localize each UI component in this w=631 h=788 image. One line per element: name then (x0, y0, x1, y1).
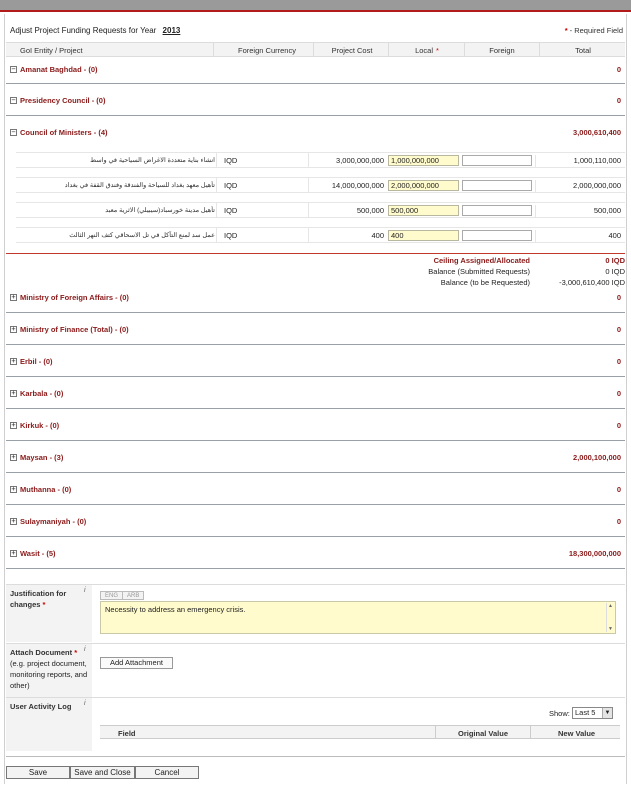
group-total: 18,300,000,000 (568, 549, 621, 558)
submitted-balance-label: Balance (Submitted Requests) (428, 267, 530, 276)
project-name: عمل سد لمنع التآكل في تل الاسحاقي كتف النهر الثالث (69, 232, 215, 239)
show-label: Show: (549, 709, 570, 718)
requested-balance-label: Balance (to be Requested) (440, 278, 530, 287)
group-erbil[interactable] (6, 356, 625, 370)
project-name: تأهيل معهد بغداد للسياحة والفندقة وفندق القفة في بغداد (64, 182, 215, 189)
table-header (6, 42, 625, 57)
group-name[interactable]: Wasit - (5) (20, 549, 56, 558)
summary-divider (6, 253, 625, 254)
group-name[interactable]: Kirkuk - (0) (20, 421, 60, 430)
group-total: 2,000,100,000 (573, 453, 621, 462)
attach-label (6, 644, 92, 697)
show-count-value: Last 5 (575, 708, 596, 717)
activity-label-text: User Activity Log (10, 702, 72, 711)
group-total: 0 (616, 65, 621, 74)
group-wasit[interactable] (6, 548, 625, 562)
project-name: انشاء بناية متعددة الاغراض السياحية في واسط (90, 157, 215, 164)
project-row (16, 177, 625, 193)
group-divider (6, 440, 625, 441)
justification-star: * (42, 600, 46, 609)
local-amount-input[interactable]: 1,000,000,000 (388, 155, 459, 166)
ceiling-value: 0 IQD (605, 256, 625, 265)
group-divider (6, 344, 625, 345)
col-divider (464, 43, 465, 57)
group-amanat-baghdad[interactable] (6, 64, 625, 78)
project-total: 500,000 (535, 205, 623, 217)
group-divider (6, 312, 625, 313)
col-divider (530, 726, 531, 738)
project-currency: IQD (224, 156, 238, 165)
show-count-select[interactable] (572, 707, 613, 719)
row-divider (308, 153, 309, 167)
project-row (16, 202, 625, 218)
row-divider (308, 203, 309, 217)
attach-star: * (74, 648, 78, 657)
justification-text: Necessity to address an emergency crisis. (105, 605, 246, 614)
group-divider (6, 504, 625, 505)
group-divider (6, 536, 625, 537)
group-divider (6, 568, 625, 569)
activity-log-section (6, 697, 625, 751)
col-divider (435, 726, 436, 738)
group-council-of-ministers[interactable] (6, 127, 625, 141)
project-total: 1,000,110,000 (535, 155, 623, 167)
project-total: 400 (535, 230, 623, 242)
col-project-cost: Project Cost (331, 46, 373, 55)
local-amount-input[interactable]: 400 (388, 230, 459, 241)
expand-icon[interactable]: + (11, 517, 16, 525)
project-total: 2,000,000,000 (535, 180, 623, 192)
attach-document-section (6, 643, 625, 697)
group-name[interactable]: Muthanna - (0) (20, 485, 72, 494)
group-divider (6, 83, 625, 84)
tab-arb[interactable]: ARB (122, 591, 144, 600)
expand-icon[interactable]: + (11, 549, 16, 557)
info-icon[interactable]: i (84, 700, 86, 707)
expand-icon[interactable]: + (11, 325, 16, 333)
foreign-amount-input[interactable] (462, 155, 532, 166)
group-total: 0 (616, 517, 621, 526)
group-total: 0 (616, 421, 621, 430)
group-name[interactable]: Sulaymaniyah - (0) (20, 517, 87, 526)
group-name[interactable]: Amanat Baghdad - (0) (20, 65, 98, 74)
group-total: 0 (616, 389, 621, 398)
project-currency: IQD (224, 231, 238, 240)
project-currency: IQD (224, 206, 238, 215)
log-col-new: New Value (558, 729, 596, 738)
tab-eng[interactable]: ENG (100, 591, 123, 600)
foreign-amount-input[interactable] (462, 205, 532, 216)
group-presidency-council[interactable] (6, 95, 625, 109)
group-divider (6, 472, 625, 473)
col-divider (539, 43, 540, 57)
project-cost: 500,000 (356, 206, 384, 215)
group-divider (6, 376, 625, 377)
col-divider (213, 43, 214, 57)
info-icon[interactable]: i (84, 646, 86, 653)
expand-icon[interactable]: + (11, 357, 16, 365)
col-foreign: Foreign (489, 46, 515, 55)
col-local (390, 46, 464, 55)
collapse-icon[interactable]: − (11, 65, 16, 73)
attach-label-text: Attach Document (10, 648, 73, 657)
save-and-close-button[interactable]: Save and Close (70, 766, 135, 779)
cancel-button[interactable]: Cancel (135, 766, 199, 779)
info-icon[interactable]: i (84, 587, 86, 594)
project-cost: 14,000,000,000 (331, 181, 384, 190)
footer-divider (6, 756, 625, 757)
expand-icon[interactable]: + (11, 485, 16, 493)
group-total: 0 (616, 485, 621, 494)
activity-label (6, 698, 92, 751)
group-total: 0 (616, 96, 621, 105)
project-currency: IQD (224, 181, 238, 190)
group-total: 0 (616, 325, 621, 334)
collapse-icon[interactable]: − (11, 96, 16, 104)
col-total: Total (575, 46, 591, 55)
top-bar (0, 0, 631, 12)
submitted-balance-value: 0 IQD (605, 267, 625, 276)
justification-label-text: Justification for changes (10, 589, 67, 609)
group-kirkuk[interactable] (6, 420, 625, 434)
group-ministry-foreign-affairs[interactable] (6, 292, 625, 306)
save-button[interactable]: Save (6, 766, 70, 779)
row-divider (216, 228, 217, 242)
group-divider (6, 408, 625, 409)
scroll-up-icon[interactable]: ▲ (608, 603, 613, 609)
justification-label (6, 585, 92, 642)
required-star: * (564, 26, 568, 35)
group-name[interactable]: Maysan - (3) (20, 453, 64, 462)
group-ministry-finance[interactable] (6, 324, 625, 338)
col-divider (313, 43, 314, 57)
page-title-text: Adjust Project Funding Requests for Year (10, 26, 157, 35)
log-col-original: Original Value (458, 729, 509, 738)
justification-section (6, 584, 625, 642)
required-label: - Required Field (569, 26, 623, 35)
project-cost: 3,000,000,000 (336, 156, 384, 165)
chevron-down-icon[interactable]: ▼ (602, 708, 612, 718)
group-total: 0 (616, 293, 621, 302)
group-name[interactable]: Presidency Council - (0) (20, 96, 106, 105)
col-local-star: * (436, 46, 439, 55)
local-amount-input[interactable]: 500,000 (388, 205, 459, 216)
group-name[interactable]: Karbala - (0) (20, 389, 64, 398)
project-row (16, 227, 625, 243)
foreign-amount-input[interactable] (462, 180, 532, 191)
group-maysan[interactable] (6, 452, 625, 466)
col-foreign-currency: Foreign Currency (238, 46, 296, 55)
required-field-note (565, 26, 623, 35)
log-col-field: Field (118, 729, 136, 738)
project-row (16, 152, 625, 168)
collapse-icon[interactable]: − (11, 128, 16, 136)
expand-icon[interactable]: + (11, 389, 16, 397)
group-name[interactable]: Ministry of Foreign Affairs - (0) (20, 293, 129, 302)
attach-hint: (e.g. project document, monitoring reports, and other) (10, 659, 88, 690)
activity-log-header (100, 725, 620, 739)
group-total: 0 (616, 357, 621, 366)
justification-textarea[interactable] (100, 601, 616, 634)
row-divider (216, 203, 217, 217)
expand-icon[interactable]: + (11, 293, 16, 301)
scroll-down-icon[interactable]: ▼ (608, 626, 613, 632)
col-local-label: Local (415, 46, 433, 55)
row-divider (308, 178, 309, 192)
textarea-scrollbar[interactable] (606, 603, 614, 632)
group-name[interactable]: Erbil - (0) (20, 357, 53, 366)
row-divider (216, 178, 217, 192)
group-muthanna[interactable] (6, 484, 625, 498)
col-divider (388, 43, 389, 57)
group-karbala[interactable] (6, 388, 625, 402)
group-name[interactable]: Ministry of Finance (Total) - (0) (20, 325, 129, 334)
project-cost: 400 (371, 231, 384, 240)
expand-icon[interactable]: + (11, 453, 16, 461)
project-name: تأهيل مدينة خورسباد(سيبيلي) الاثرية معبد (105, 207, 215, 214)
local-amount-input[interactable]: 2,000,000,000 (388, 180, 459, 191)
group-name[interactable]: Council of Ministers - (4) (20, 128, 108, 137)
ceiling-label: Ceiling Assigned/Allocated (433, 256, 530, 265)
row-divider (308, 228, 309, 242)
expand-icon[interactable]: + (11, 421, 16, 429)
page-title (10, 26, 180, 35)
foreign-amount-input[interactable] (462, 230, 532, 241)
requested-balance-value: -3,000,610,400 IQD (559, 278, 625, 287)
year-link[interactable]: 2013 (162, 26, 181, 35)
row-divider (216, 153, 217, 167)
col-entity: GoI Entity / Project (20, 46, 83, 55)
add-attachment-button[interactable]: Add Attachment (100, 657, 173, 669)
group-sulaymaniyah[interactable] (6, 516, 625, 530)
group-total: 3,000,610,400 (573, 128, 621, 137)
group-divider (6, 115, 625, 116)
